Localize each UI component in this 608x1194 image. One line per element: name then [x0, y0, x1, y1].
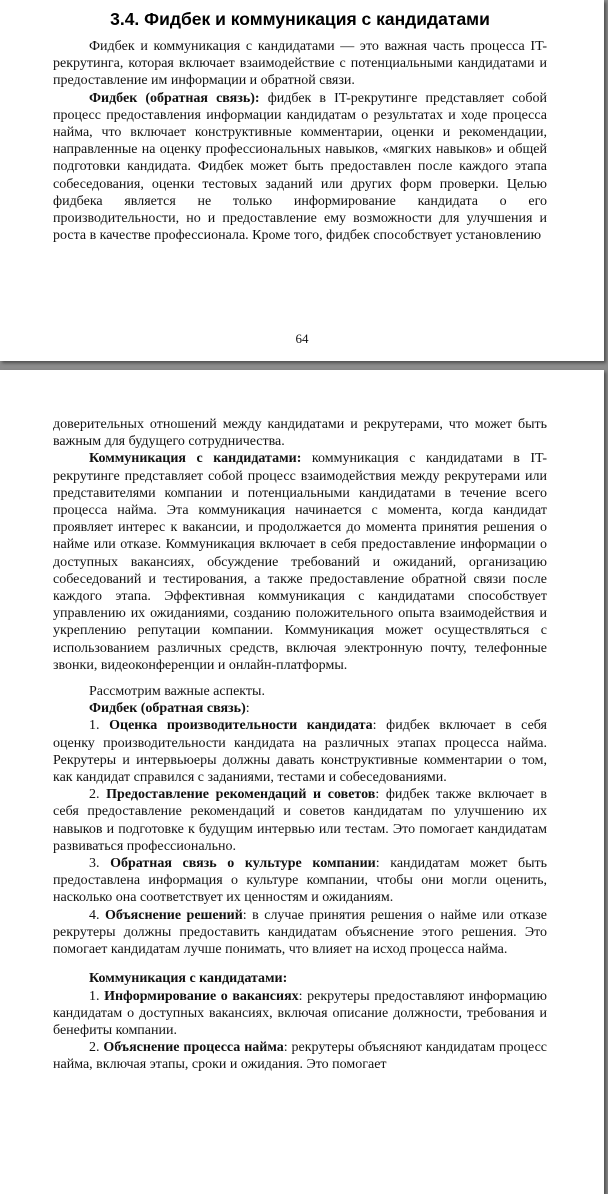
page-content [53, 8, 547, 244]
list-item [53, 855, 547, 907]
document-page-64 [0, 0, 604, 361]
term-communication: Коммуникация с кандидатами: [89, 451, 302, 467]
page-content [53, 416, 547, 1074]
paragraph-continuation: доверительных отношений между кандидатами и рекрутерами, что может быть важным для будущего сотрудничества. [53, 417, 547, 450]
communication-subheading-label: Коммуникация с кандидатами: [89, 971, 288, 987]
list-item-number: 2. [89, 787, 107, 803]
list-item [53, 907, 547, 959]
paragraph-communication-definition [53, 450, 547, 674]
page-number: 64 [295, 331, 309, 346]
list-item-term: Оценка производительности кандидата [109, 718, 373, 734]
list-item-term: Обратная связь о культуре компании [110, 856, 376, 872]
list-item-number: 1. [89, 718, 110, 734]
list-item-number: 1. [89, 988, 105, 1004]
feedback-subheading [53, 700, 547, 717]
list-item [53, 717, 547, 786]
list-item-text: : в случае принятия решения о найме или отказе рекрутеры должны предоставить кандидатам объяснение этого решения. Это помогает кандидатам лучше понимать, что влияет на исход процесса найма. [53, 907, 547, 958]
list-item [53, 988, 547, 1040]
list-item-text: : рекрутеры объясняют кандидатам процесс найма, включая этапы, сроки и ожидания. Это помогает [53, 1040, 547, 1073]
feedback-subheading-colon: : [245, 701, 250, 717]
list-item-text: : фидбек включает в себя оценку производительности кандидата на различных этапах процесса найма. Рекрутеры и интервьюеры должны давать конструктивные комментарии о том, как кандидат справился с заданиями, тестами и собеседованиями. [53, 718, 547, 786]
paragraph-intro: Фидбек и коммуникация с кандидатами — это важная часть процесса IT-рекрутинга, которая включает взаимодействие с потенциальными кандидатами и предоставление им информации и обратной связи. [53, 39, 547, 89]
communication-definition-text: коммуникация с кандидатами в IT-рекрутинге представляет собой процесс взаимодействия между рекрутерами или представителями компании и потенциальными кандидатами в течение всего процесса найма. Эта коммуникация начинается с момента, когда кандидат проявляет интерес к вакансии, и продолжается до момента принятия решения о найме или отказе. Коммуникация включает в себя предоставление информации о доступных вакансиях, обсуждение требований и ожиданий, организацию собеседований и тестирования, а также предоставление обратной связи после каждого этапа. Эффективная коммуникация с кандидатами способствует управлению их ожиданиями, созданию положительного опыта взаимодействия и укреплению репутации компании. Коммуникация может осуществляться с использованием различных средств, включая электронную почту, телефонные звонки, видеоконференции и онлайн-платформы. [53, 451, 547, 673]
list-item-term: Объяснение процесса найма [103, 1040, 284, 1056]
list-item-number: 2. [89, 1040, 104, 1056]
list-item [53, 1039, 547, 1073]
paragraph-feedback-definition [53, 90, 547, 245]
feedback-subheading-label: Фидбек (обратная связь) [89, 701, 246, 717]
feedback-definition-text: фидбек в IT-рекрутинге представляет собой процесс предоставления информации кандидатам о результатах и ходе процесса найма, что включает конструктивные комментарии, оценки и рекомендации, направленные на оценку профессиональных навыков, «мягких навыков» и общей подготовки кандидата. Фидбек может быть предоставлен после каждого этапа собеседования, оценки тестовых заданий или других форм проверки. Целью фидбека является не только информирование кандидата о его производительности, но и предоставление ему возможности для улучшения и роста в качестве профессионала. Кроме того, фидбек способствует установлению [53, 90, 548, 244]
list-item-number: 4. [89, 907, 105, 923]
list-item-text: : рекрутеры предоставляют информацию кандидатам о доступных вакансиях, включая описание должности, требования и бенефиты компании. [53, 988, 548, 1038]
list-item-term: Предоставление рекомендаций и советов [106, 787, 376, 803]
document-page-65 [0, 370, 604, 1194]
list-item-text: : кандидатам может быть предоставлена информация о культуре компании, чтобы они могли оценить, насколько она соответствует их ценностям и ожиданиям. [53, 856, 547, 906]
list-item-term: Объяснение решений [104, 907, 243, 923]
section-heading: 3.4. Фидбек и коммуникация с кандидатами [110, 9, 490, 29]
aspects-intro: Рассмотрим важные аспекты. [89, 684, 265, 700]
list-item-text: : фидбек также включает в себя предоставление рекомендаций и советов кандидатам по улучшению их навыков и подготовке к будущим интервью или тестам. Это помогает кандидатам развиваться профессионально. [53, 787, 548, 854]
list-item-number: 3. [89, 856, 111, 872]
communication-subheading [53, 970, 547, 987]
list-item-term: Информирование о вакансиях [104, 988, 299, 1004]
list-item [53, 786, 547, 855]
term-feedback: Фидбек (обратная связь): [89, 90, 260, 106]
